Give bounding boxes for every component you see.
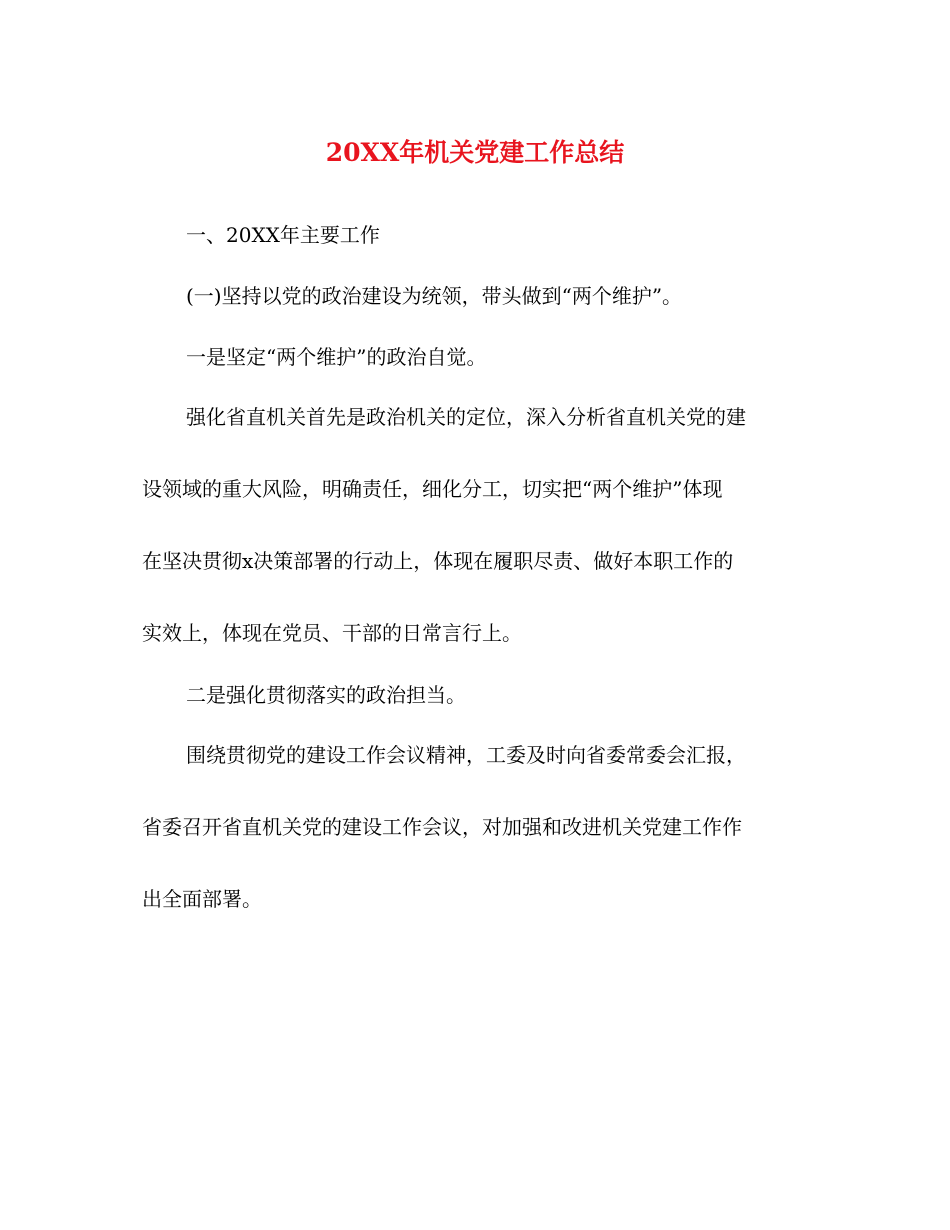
section-heading: 一、20XX年主要工作 bbox=[186, 223, 380, 247]
document-title: 20XX年机关党建工作总结 bbox=[325, 138, 625, 167]
paragraph-line: 省委召开省直机关党的建设工作会议，对加强和改进机关党建工作作 bbox=[142, 815, 742, 839]
paragraph-line: 实效上，体现在党员、干部的日常言行上。 bbox=[142, 621, 522, 645]
subsection-heading: (一)坚持以党的政治建设为统领，带头做到“两个维护”。 bbox=[186, 284, 683, 308]
paragraph-line: 设领域的重大风险，明确责任，细化分工，切实把“两个维护”体现 bbox=[142, 477, 723, 501]
paragraph-line: 出全面部署。 bbox=[142, 887, 262, 911]
paragraph-line: 在坚决贯彻x决策部署的行动上，体现在履职尽责、做好本职工作的 bbox=[142, 549, 734, 573]
point-heading: 二是强化贯彻落实的政治担当。 bbox=[186, 683, 466, 707]
paragraph-line: 围绕贯彻党的建设工作会议精神，工委及时向省委常委会汇报， bbox=[186, 743, 746, 767]
paragraph-line: 强化省直机关首先是政治机关的定位，深入分析省直机关党的建 bbox=[186, 405, 746, 429]
point-heading: 一是坚定“两个维护”的政治自觉。 bbox=[186, 345, 487, 369]
